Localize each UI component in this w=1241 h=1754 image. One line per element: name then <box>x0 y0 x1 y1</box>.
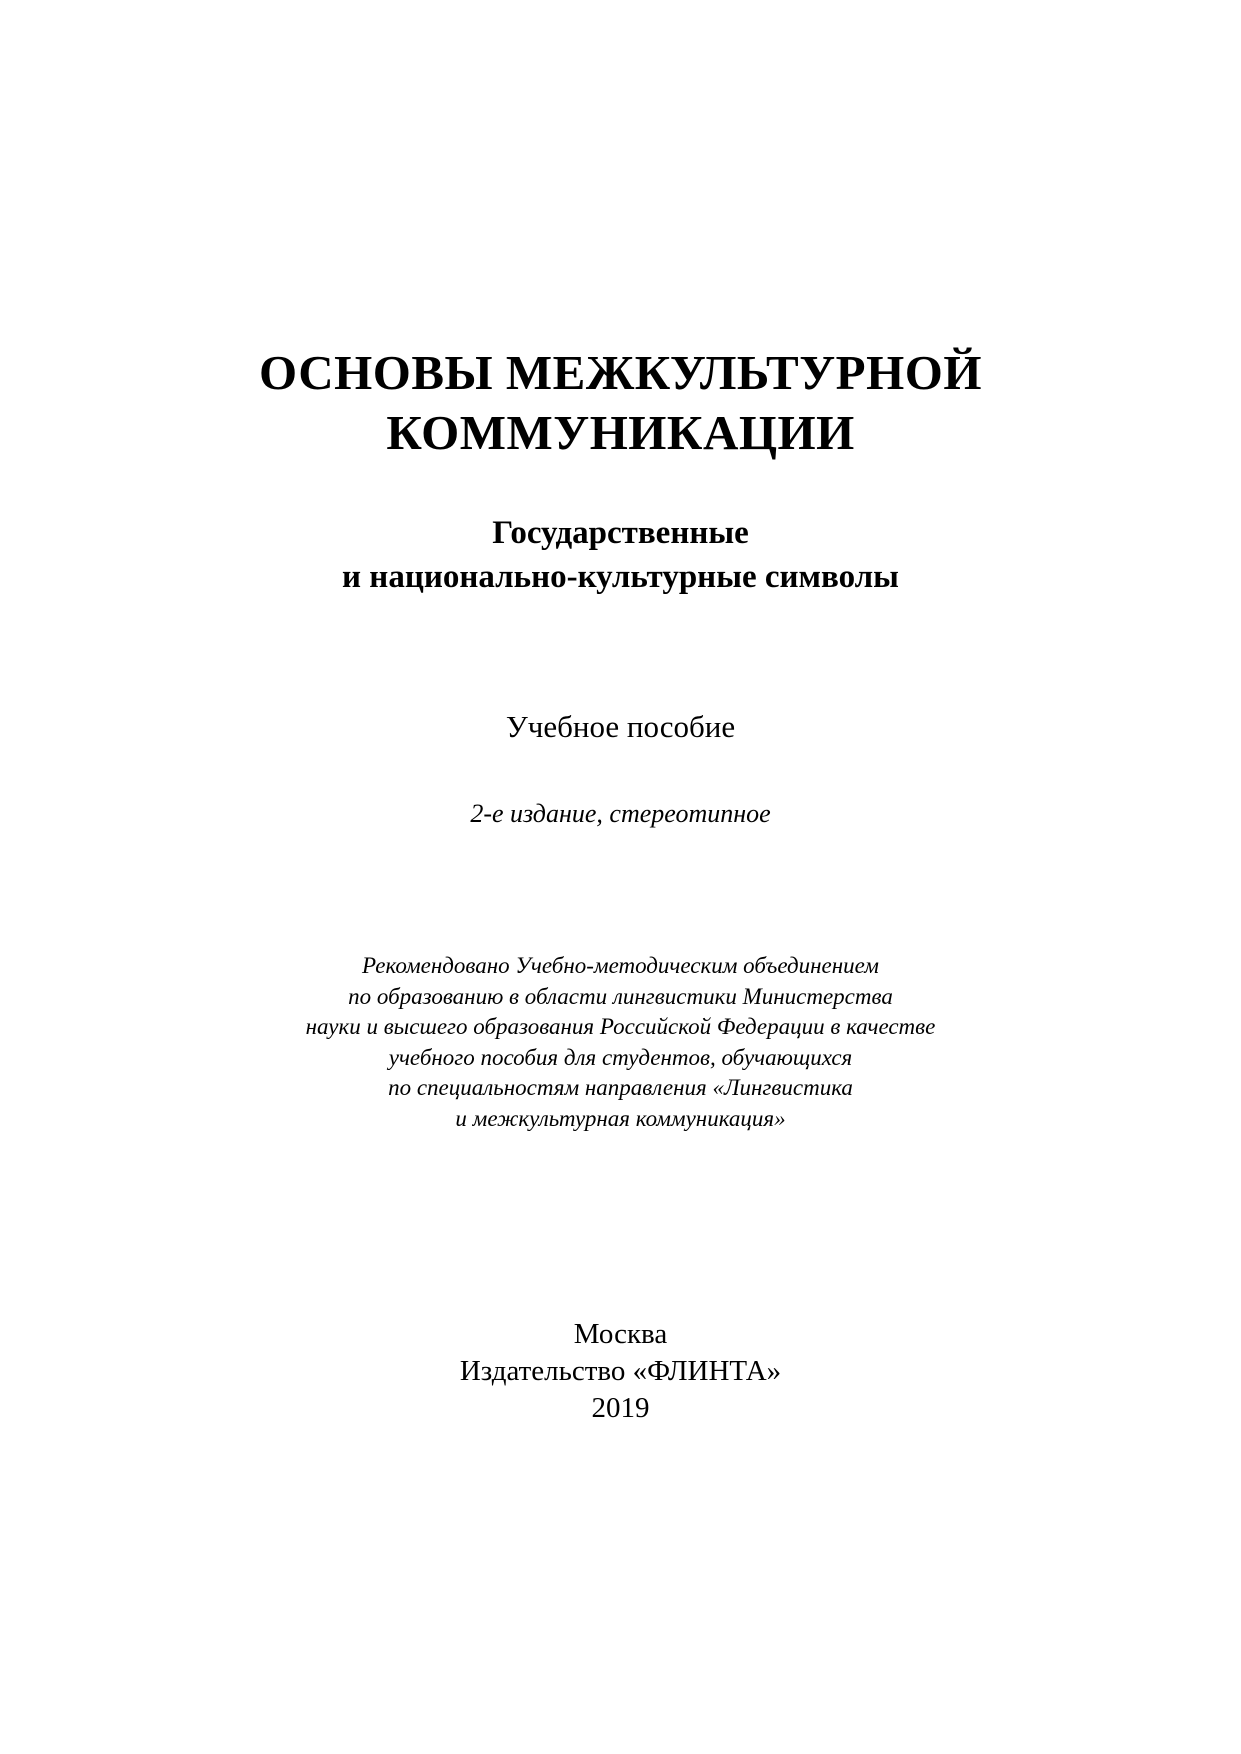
book-title <box>0 343 1241 463</box>
book-subtitle-line-1: Государственные <box>492 515 749 551</box>
imprint-year: 2019 <box>591 1392 650 1424</box>
book-subtitle-line-2: и национально-культурные символы <box>342 559 899 595</box>
recommendation-line-4: учебного пособия для студентов, обучающихся <box>388 1044 853 1070</box>
recommendation-line-1: Рекомендовано Учебно-методическим объединением <box>362 953 879 978</box>
recommendation-line-5: по специальностям направления «Лингвистика <box>388 1075 853 1100</box>
edition-note: 2-е издание, стереотипное <box>470 799 771 828</box>
book-subtitle <box>0 511 1241 599</box>
book-title-line-2: КОММУНИКАЦИИ <box>386 405 855 460</box>
imprint-city: Москва <box>573 1318 668 1350</box>
recommendation-line-2: по образованию в области лингвистики Министерства <box>348 983 893 1009</box>
imprint-publisher: Издательство «ФЛИНТА» <box>459 1355 782 1387</box>
imprint <box>0 1316 1241 1427</box>
recommendation-note <box>0 951 1241 1134</box>
publication-kind: Учебное пособие <box>505 709 736 744</box>
book-title-line-1: ОСНОВЫ МЕЖКУЛЬТУРНОЙ <box>259 345 982 400</box>
recommendation-line-6: и межкультурная коммуникация» <box>455 1105 786 1131</box>
recommendation-line-3: науки и высшего образования Российской Федерации в качестве <box>305 1014 936 1039</box>
